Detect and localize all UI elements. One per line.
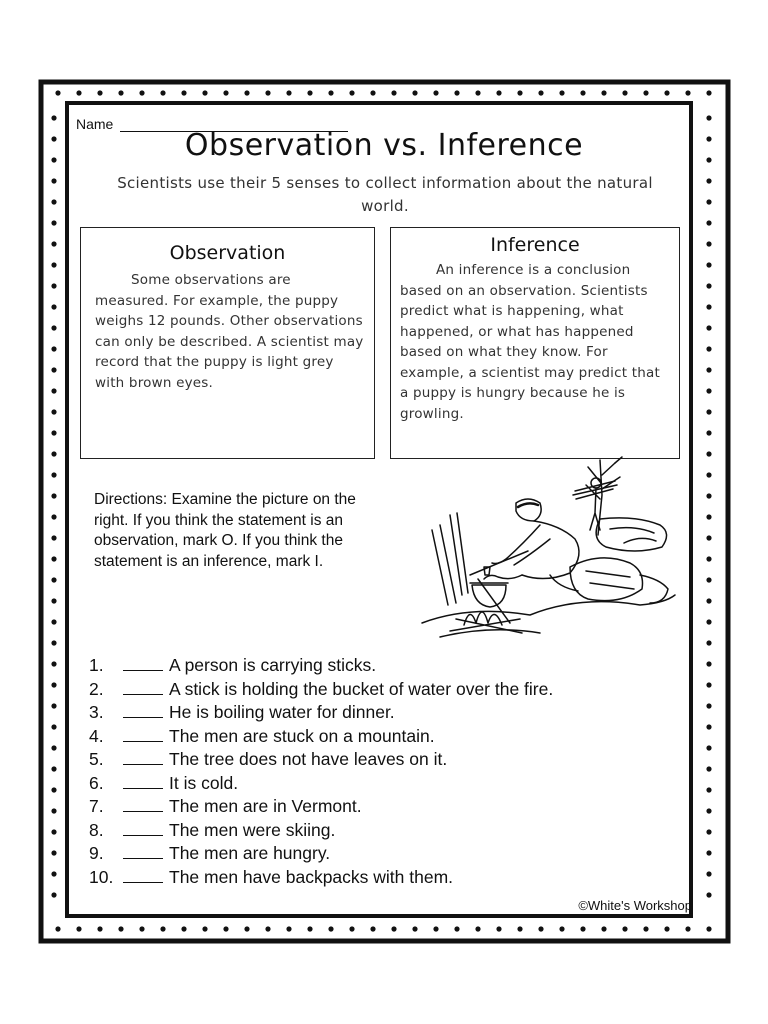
border-dot [433, 926, 438, 931]
border-dot [265, 90, 270, 95]
border-dot [433, 90, 438, 95]
answer-blank[interactable] [123, 868, 163, 883]
border-dot [643, 926, 648, 931]
border-dot [51, 640, 56, 645]
border-dot [349, 90, 354, 95]
inference-text: An inference is a conclusion based on an observation. Scientists predict what is happening, what happened, or what has happened based on what they know. For example, a scientist may predict that a puppy is hungry because he is growling. [400, 262, 660, 422]
answer-blank[interactable] [123, 656, 163, 671]
border-dot [181, 90, 186, 95]
answer-blank[interactable] [123, 727, 163, 742]
border-dot [51, 766, 56, 771]
border-dot [51, 325, 56, 330]
border-dot [706, 892, 711, 897]
border-dot [118, 90, 123, 95]
border-dot [51, 178, 56, 183]
border-dot [51, 430, 56, 435]
border-dot [51, 388, 56, 393]
border-dot [370, 926, 375, 931]
border-dot [76, 926, 81, 931]
border-dot [51, 619, 56, 624]
border-dot [139, 926, 144, 931]
border-dot [517, 926, 522, 931]
answer-blank[interactable] [123, 774, 163, 789]
border-dot [51, 577, 56, 582]
border-dot [51, 493, 56, 498]
border-dot [601, 90, 606, 95]
border-dot [664, 90, 669, 95]
border-dot [706, 619, 711, 624]
border-dot [51, 850, 56, 855]
border-dot [370, 90, 375, 95]
border-dot [51, 808, 56, 813]
statement-item: 4. The men are stuck on a mountain. [89, 725, 435, 746]
border-dot [496, 926, 501, 931]
border-dot [286, 90, 291, 95]
answer-blank[interactable] [123, 750, 163, 765]
border-dot [601, 926, 606, 931]
border-dot [160, 90, 165, 95]
statement-item: 7. The men are in Vermont. [89, 796, 362, 816]
border-dot [51, 199, 56, 204]
statement-item: 10. The men have backpacks with them. [89, 866, 454, 887]
inference-heading: Inference [490, 234, 580, 256]
inference-box [390, 227, 680, 459]
statement-item: 8. The men were skiing. [89, 819, 336, 840]
name-label: Name [76, 116, 114, 132]
border-dot [475, 90, 480, 95]
border-dot [622, 90, 627, 95]
border-dot [580, 926, 585, 931]
answer-blank[interactable] [123, 797, 163, 812]
border-dot [706, 241, 711, 246]
border-dot [643, 90, 648, 95]
border-dot [51, 283, 56, 288]
border-dot [51, 787, 56, 792]
border-dot [51, 241, 56, 246]
border-dot [706, 472, 711, 477]
border-dot [706, 926, 711, 931]
answer-blank[interactable] [123, 821, 163, 836]
border-dot [706, 262, 711, 267]
statement-item: 2. A stick is holding the bucket of water over the fire. [89, 678, 554, 699]
border-dot [286, 926, 291, 931]
observation-box [80, 227, 375, 459]
observation-text: Some observations are measured. For example, the puppy weighs 12 pounds. Other observations can only be described. A scientist may record that the puppy is light grey with brown eyes. [95, 272, 364, 391]
border-dot [51, 115, 56, 120]
border-dot [51, 829, 56, 834]
border-dot [202, 90, 207, 95]
border-dot [706, 346, 711, 351]
statement-item: 9. The men are hungry. [89, 843, 331, 863]
border-dot [51, 682, 56, 687]
border-dot [160, 926, 165, 931]
answer-blank[interactable] [123, 680, 163, 695]
border-dot [51, 220, 56, 225]
border-dot [706, 199, 711, 204]
border-dot [328, 90, 333, 95]
border-dot [51, 514, 56, 519]
border-dot [51, 472, 56, 477]
border-dot [706, 598, 711, 603]
border-dot [706, 409, 711, 414]
border-dot [559, 926, 564, 931]
border-dot [538, 90, 543, 95]
border-dot [76, 90, 81, 95]
border-dot [706, 325, 711, 330]
statement-item: 5. The tree does not have leaves on it. [89, 749, 448, 769]
statement-item: 1. A person is carrying sticks. [89, 655, 377, 675]
border-dot [51, 724, 56, 729]
border-dot [706, 430, 711, 435]
border-dot [706, 493, 711, 498]
border-dot [538, 926, 543, 931]
border-dot [181, 926, 186, 931]
border-dot [706, 367, 711, 372]
border-dot [391, 926, 396, 931]
border-dot [706, 220, 711, 225]
border-dot [307, 926, 312, 931]
border-dot [328, 926, 333, 931]
border-dot [97, 90, 102, 95]
border-dot [580, 90, 585, 95]
border-dot [454, 90, 459, 95]
border-dot [51, 451, 56, 456]
border-dot [706, 556, 711, 561]
border-dot [51, 535, 56, 540]
border-dot [706, 577, 711, 582]
border-dot [51, 661, 56, 666]
statement-item: 6. It is cold. [89, 772, 239, 793]
border-dot [118, 926, 123, 931]
border-dot [55, 926, 60, 931]
border-dot [412, 90, 417, 95]
border-dot [706, 115, 711, 120]
border-dot [51, 262, 56, 267]
border-dot [706, 90, 711, 95]
border-dot [706, 451, 711, 456]
border-dot [51, 556, 56, 561]
border-dot [706, 640, 711, 645]
border-dot [51, 703, 56, 708]
border-dot [664, 926, 669, 931]
border-dot [51, 367, 56, 372]
border-dot [706, 304, 711, 309]
statement-list [89, 654, 709, 889]
border-dot [496, 90, 501, 95]
border-dot [454, 926, 459, 931]
border-dot [51, 892, 56, 897]
border-dot [97, 926, 102, 931]
page-title: Observation vs. Inference [184, 128, 584, 163]
border-dot [559, 90, 564, 95]
page-subtitle: Scientists use their 5 senses to collect information about the natural world. [117, 174, 653, 215]
campfire-scene-illustration [410, 455, 685, 655]
border-dot [517, 90, 522, 95]
border-dot [139, 90, 144, 95]
answer-blank[interactable] [123, 844, 163, 859]
border-dot [706, 535, 711, 540]
border-dot [412, 926, 417, 931]
border-dot [706, 388, 711, 393]
border-dot [51, 409, 56, 414]
border-dot [51, 871, 56, 876]
observation-heading: Observation [169, 242, 286, 264]
directions-text: Directions: Examine the picture on the right. If you think the statement is an observation, mark O. If you think the statement is an inference, mark I. [94, 491, 356, 570]
border-dot [223, 90, 228, 95]
border-dot [51, 304, 56, 309]
answer-blank[interactable] [123, 703, 163, 718]
border-dot [223, 926, 228, 931]
border-dot [244, 926, 249, 931]
border-dot [265, 926, 270, 931]
statement-item: 3. He is boiling water for dinner. [89, 702, 395, 722]
border-dot [391, 90, 396, 95]
border-dot [685, 90, 690, 95]
border-dot [706, 283, 711, 288]
border-dot [622, 926, 627, 931]
border-dot [349, 926, 354, 931]
border-dot [706, 514, 711, 519]
border-dot [55, 90, 60, 95]
border-dot [202, 926, 207, 931]
border-dot [51, 598, 56, 603]
copyright-text: ©White's Workshop [578, 898, 692, 913]
border-dot [685, 926, 690, 931]
border-dot [475, 926, 480, 931]
border-dot [51, 346, 56, 351]
border-dot [706, 178, 711, 183]
border-dot [244, 90, 249, 95]
border-dot [307, 90, 312, 95]
border-dot [51, 745, 56, 750]
